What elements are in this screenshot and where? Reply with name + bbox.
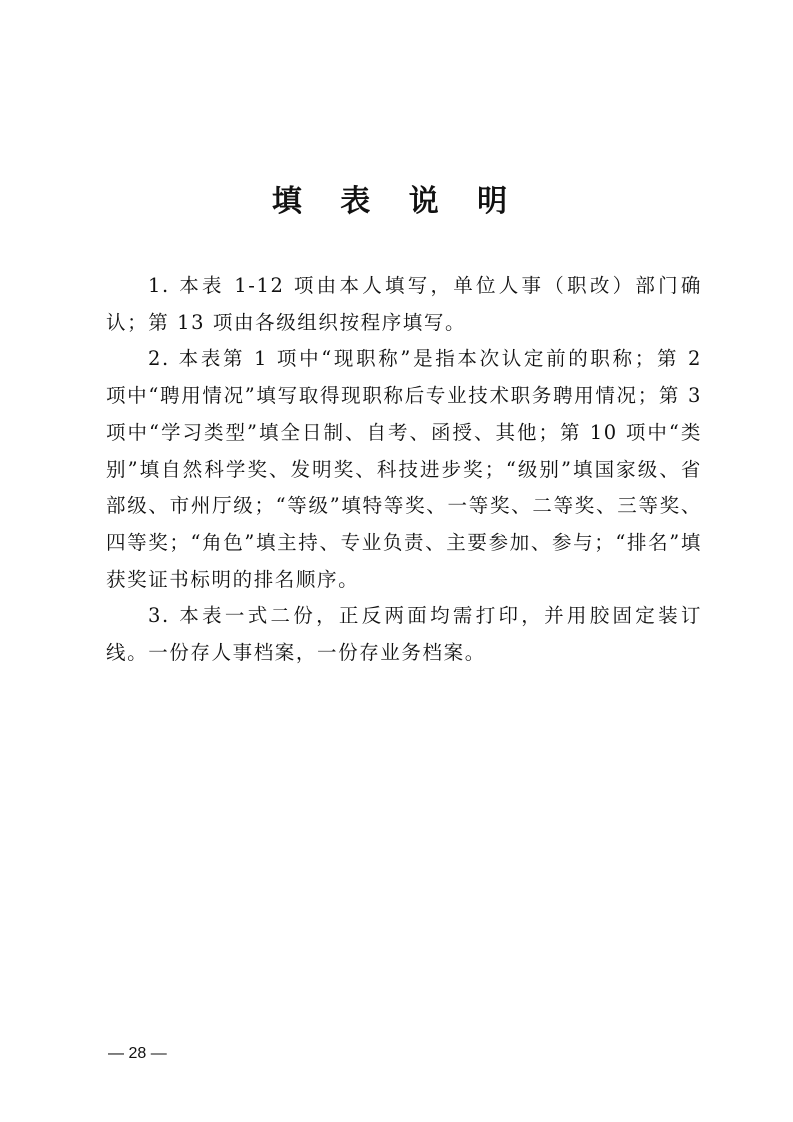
page-number: — 28 — [108,1045,167,1062]
instructions-body [106,268,702,672]
instruction-paragraph-1: 1. 本表 1-12 项由本人填写，单位人事（职改）部门确认；第 13 项由各级组织按程序填写。 [106,274,702,334]
page-title: 填 表 说 明 [271,184,522,219]
instruction-paragraph-2: 2. 本表第 1 项中“现职称”是指本次认定前的职称；第 2 项中“聘用情况”填写取得现职称后专业技术职务聘用情况；第 3 项中“学习类型”填全日制、自考、函授、其他；第 10 项中“类别”填自然科学奖、发明奖、科技进步奖；“级别”填国家级、省部级、市州厅级；“等级”填特等奖、一等奖、二等奖、三等奖、四等奖；“角色”填主持、专业负责、主要参加、参与；“排名”填获奖证书标明的排名顺序。 [106,347,702,591]
instruction-paragraph-3: 3. 本表一式二份，正反两面均需打印，并用胶固定装订线。一份存人事档案，一份存业务档案。 [106,604,702,665]
